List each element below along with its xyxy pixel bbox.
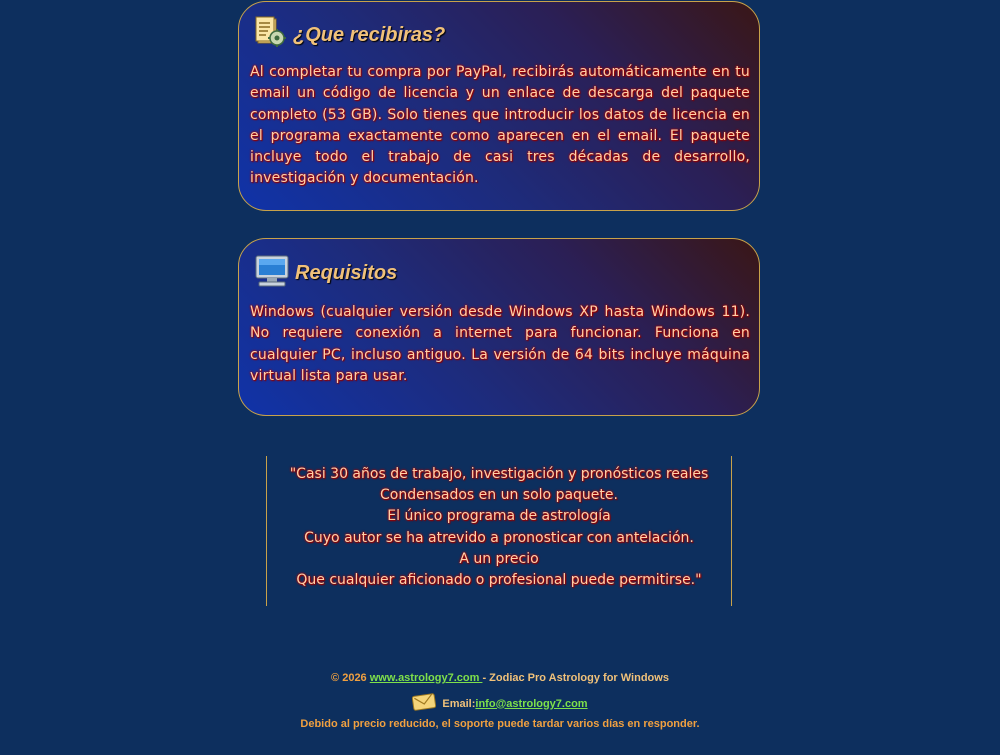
quote-line: "Casi 30 años de trabajo, investigación y pronósticos reales [289, 466, 709, 482]
document-gear-icon [255, 16, 287, 54]
quote-line: Que cualquier aficionado o profesional puede permitirse." [296, 572, 702, 589]
testimonial-quote [266, 456, 732, 606]
quote-line: Condensados en un solo paquete. [380, 487, 618, 504]
support-note [0, 718, 1000, 730]
requirements-panel [238, 238, 760, 416]
copyright-text: © 2026 [331, 672, 367, 684]
site-link[interactable]: www.astrology7.com [369, 672, 483, 684]
what-you-receive-panel [238, 1, 760, 211]
email-label: Email: [442, 697, 476, 710]
computer-monitor-icon [255, 255, 289, 291]
section-text: Al completar tu compra por PayPal, recibirás automáticamente en tu email un código de licencia y un enlace de descarga del paquete completo (53 GB). Solo tienes que introducir los datos de licencia en el programa exactamente como aparecen en el email. El paquete incluye todo el trabajo de casi tres décadas de desarrollo, investigación y documentación. [250, 64, 750, 187]
email-link[interactable]: info@astrology7.com [475, 697, 588, 710]
envelope-icon [412, 693, 436, 714]
support-note-text: Debido al precio reducido, el soporte puede tardar varios días en responder. [300, 718, 700, 730]
section-title: ¿Que recibiras? [293, 23, 446, 46]
quote-line: El único programa de astrología [387, 508, 611, 525]
product-text: - Zodiac Pro Astrology for Windows [482, 672, 669, 684]
panel-header [255, 255, 397, 291]
section-title: Requisitos [295, 261, 398, 284]
quote-line: Cuyo autor se ha atrevido a pronosticar con antelación. [304, 529, 694, 546]
footer-copyright-line [0, 672, 1000, 684]
panel-header [255, 16, 445, 54]
footer-email-line [0, 693, 1000, 714]
section-text: Windows (cualquier versión desde Windows XP hasta Windows 11). No requiere conexión a internet para funcionar. Funciona en cualquier PC, incluso antiguo. La versión de 64 bits incluye máquina virtual lista para usar. [250, 304, 750, 384]
quote-line: A un precio [459, 550, 539, 567]
